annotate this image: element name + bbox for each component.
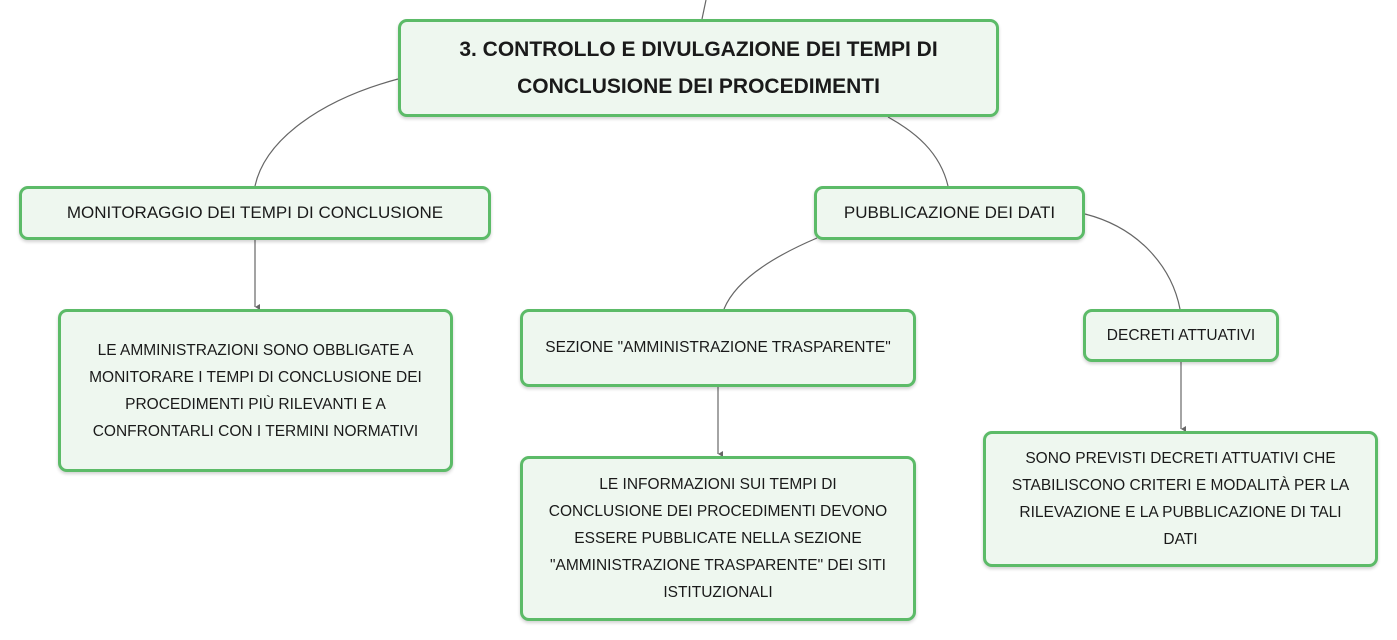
detail-line: LE INFORMAZIONI SUI TEMPI DI <box>599 476 837 493</box>
topic-pubblicazione[interactable] <box>814 186 1085 240</box>
topic-monitoraggio-detail-text <box>89 337 422 445</box>
topic-pubblicazione-label: PUBBLICAZIONE DEI DATI <box>843 203 1056 222</box>
topic-decreti-label: DECRETI ATTUATIVI <box>1106 326 1256 344</box>
detail-line: DATI <box>1163 531 1198 548</box>
detail-line: STABILISCONO CRITERI E MODALITÀ PER LA <box>1011 477 1350 494</box>
topic-monitoraggio-label: MONITORAGGIO DEI TEMPI DI CONCLUSIONE <box>66 203 444 222</box>
detail-line: CONFRONTARLI CON I TERMINI NORMATIVI <box>92 422 419 440</box>
connector-pubblicazione-to-sezione <box>724 238 817 309</box>
detail-line: SONO PREVISTI DECRETI ATTUATIVI CHE <box>1025 450 1336 467</box>
root-topic-text <box>459 31 937 105</box>
topic-sezione-detail-text <box>549 471 887 606</box>
root-topic[interactable] <box>398 19 999 117</box>
detail-line: PROCEDIMENTI PIÙ RILEVANTI E A <box>125 395 386 413</box>
topic-monitoraggio-detail[interactable] <box>58 309 453 472</box>
detail-line: ISTITUZIONALI <box>663 584 773 601</box>
topic-monitoraggio[interactable] <box>19 186 491 240</box>
topic-sezione-label: SEZIONE "AMMINISTRAZIONE TRASPARENTE" <box>545 339 891 356</box>
root-topic-line: 3. CONTROLLO E DIVULGAZIONE DEI TEMPI DI <box>459 38 938 61</box>
topic-decreti-detail[interactable] <box>983 431 1378 567</box>
topic-decreti-detail-text <box>1012 445 1349 553</box>
detail-line: ESSERE PUBBLICATE NELLA SEZIONE <box>574 530 862 547</box>
detail-line: "AMMINISTRAZIONE TRASPARENTE" DEI SITI <box>550 557 886 574</box>
topic-sezione-detail[interactable] <box>520 456 916 621</box>
detail-line: CONCLUSIONE DEI PROCEDIMENTI DEVONO <box>548 503 888 520</box>
connector-root-to-monitoraggio <box>255 79 398 186</box>
root-topic-line: CONCLUSIONE DEI PROCEDIMENTI <box>517 75 880 98</box>
connector-parent-to-root <box>702 0 706 19</box>
topic-sezione-amministrazione-trasparente[interactable] <box>520 309 916 387</box>
connector-pubblicazione-to-decreti <box>1085 214 1180 309</box>
detail-line: MONITORARE I TEMPI DI CONCLUSIONE DEI <box>89 368 422 386</box>
connector-root-to-pubblicazione <box>888 117 948 186</box>
topic-decreti-attuativi[interactable] <box>1083 309 1279 362</box>
detail-line: LE AMMINISTRAZIONI SONO OBBLIGATE A <box>97 341 414 359</box>
detail-line: RILEVAZIONE E LA PUBBLICAZIONE DI TALI <box>1019 504 1342 521</box>
